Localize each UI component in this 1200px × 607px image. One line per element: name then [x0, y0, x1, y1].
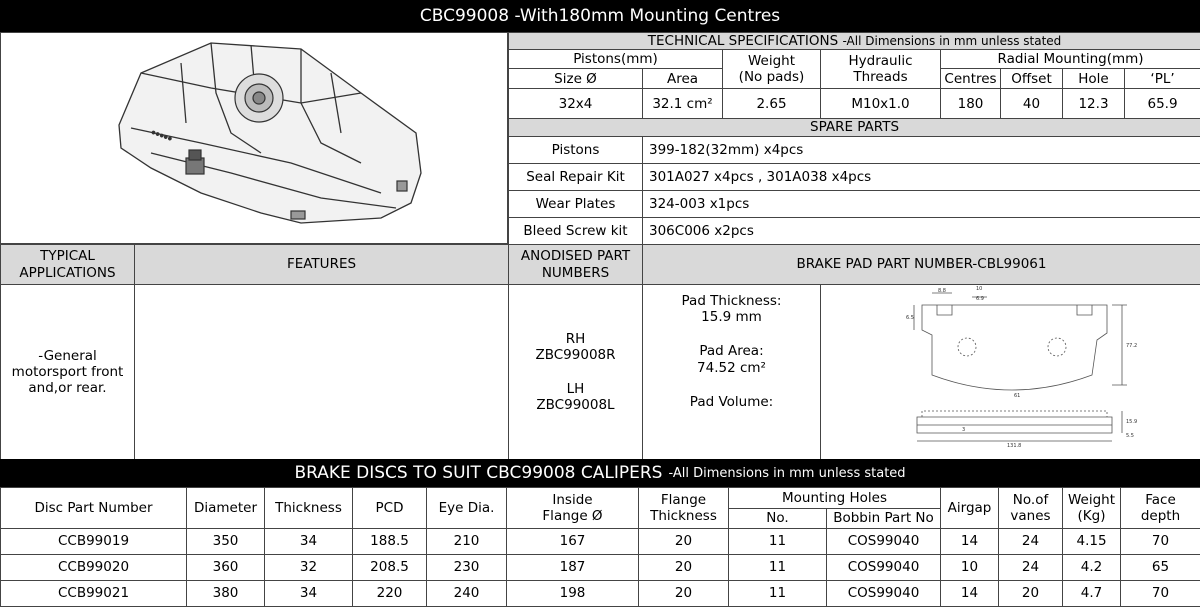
inside-flange-header-line2: Flange Ø: [542, 508, 603, 524]
dim-d10: 5.5: [1125, 433, 1134, 439]
dim-d4: 6.5: [905, 315, 914, 321]
spare-value-seal: 301A027 x4pcs , 301A038 x4pcs: [643, 164, 1200, 191]
tech-spec-heading: [509, 33, 1200, 50]
spare-value-bleed: 306C006 x2pcs: [643, 218, 1200, 245]
vanes-cell: 24: [999, 529, 1063, 555]
airgap-cell: 10: [941, 555, 999, 581]
pcd-cell: 188.5: [353, 529, 427, 555]
applications-cell: [1, 285, 135, 460]
discs-heading: BRAKE DISCS TO SUIT CBC99008 CALIPERS: [294, 463, 663, 483]
airgap-cell: 14: [941, 529, 999, 555]
disc-part-header: Disc Part Number: [1, 488, 187, 529]
centres-value: 180: [941, 89, 1001, 119]
face-depth-header-line1: Face: [1145, 491, 1176, 508]
applications-header-line1: TYPICAL: [40, 248, 95, 265]
applications-header-line2: APPLICATIONS: [19, 264, 116, 281]
inside-flange-cell: 198: [507, 581, 639, 607]
pl-value: 65.9: [1125, 89, 1200, 119]
diameter-header: Diameter: [187, 488, 265, 529]
dim-d2: 10: [975, 286, 982, 292]
threads-header: [821, 50, 941, 89]
applications-line1: -General: [38, 347, 97, 364]
dim-d8: 3: [961, 427, 965, 433]
lh-part: ZBC99008L: [536, 397, 615, 414]
flange-thickness-header-line1: Flange: [660, 491, 707, 508]
spare-label-seal: Seal Repair Kit: [509, 164, 643, 191]
caliper-drawing: [1, 33, 507, 243]
svg-text:●●●●●: ●●●●●: [150, 129, 173, 143]
diameter-cell: 350: [187, 529, 265, 555]
eye-cell: 230: [427, 555, 507, 581]
face-depth-header: [1121, 488, 1200, 529]
pcd-header: PCD: [353, 488, 427, 529]
pad-drawing-cell: [821, 285, 1200, 460]
area-value: 32.1 cm²: [643, 89, 723, 119]
lh-label: LH: [566, 381, 585, 398]
disc-weight-cell: 4.2: [1063, 555, 1121, 581]
weight-header-line2: (No pads): [738, 69, 805, 86]
disc-weight-cell: 4.15: [1063, 529, 1121, 555]
disc-row: [1, 581, 1200, 607]
anodised-header-line2: NUMBERS: [541, 264, 610, 281]
discs-heading-note: -All Dimensions in mm unless stated: [668, 465, 906, 481]
anodised-header: [509, 245, 643, 285]
weight-header-line1: Weight: [747, 53, 796, 69]
pistons-group-header: Pistons(mm): [509, 50, 723, 69]
size-value: 32x4: [509, 89, 643, 119]
features-header: FEATURES: [135, 245, 509, 285]
weight-value: 2.65: [723, 89, 821, 119]
anodised-header-line1: ANODISED PART: [520, 248, 631, 265]
disc-part-cell: CCB99020: [1, 555, 187, 581]
weight-header: [723, 50, 821, 89]
spare-label-bleed: Bleed Screw kit: [509, 218, 643, 245]
applications-line3: and,or rear.: [28, 380, 107, 397]
discs-banner: [0, 459, 1200, 487]
face-depth-cell: 70: [1121, 529, 1200, 555]
spare-value-pistons: 399-182(32mm) x4pcs: [643, 137, 1200, 164]
inside-flange-cell: 187: [507, 555, 639, 581]
mounting-holes-header: Mounting Holes: [729, 488, 941, 509]
hole-value: 12.3: [1063, 89, 1125, 119]
threads-value: M10x1.0: [821, 89, 941, 119]
bobbin-cell: COS99040: [827, 529, 941, 555]
disc-weight-header-line1: Weight: [1067, 491, 1116, 508]
dim-d1: 8.8: [937, 288, 946, 294]
pl-header: ‘PL’: [1125, 69, 1200, 89]
inside-flange-header: [507, 488, 639, 529]
flange-thickness-header-line2: Thickness: [650, 508, 717, 524]
offset-value: 40: [1001, 89, 1063, 119]
flange-thickness-header: [639, 488, 729, 529]
hole-header: Hole: [1063, 69, 1125, 89]
disc-row: [1, 529, 1200, 555]
disc-row: [1, 555, 1200, 581]
disc-weight-header: [1063, 488, 1121, 529]
pad-thickness-value: 15.9 mm: [701, 309, 762, 326]
face-depth-cell: 65: [1121, 555, 1200, 581]
disc-part-cell: CCB99019: [1, 529, 187, 555]
technical-specifications-table: [508, 32, 1200, 119]
diameter-cell: 380: [187, 581, 265, 607]
title-banner: [0, 0, 1200, 32]
pcd-cell: 220: [353, 581, 427, 607]
mounting-no-cell: 11: [729, 529, 827, 555]
area-header: Area: [643, 69, 723, 89]
dim-d7: 15.9: [1125, 419, 1137, 425]
dim-d3: 6.9: [975, 296, 984, 302]
flange-thickness-cell: 20: [639, 529, 729, 555]
diameter-cell: 360: [187, 555, 265, 581]
eye-header: Eye Dia.: [427, 488, 507, 529]
inside-flange-cell: 167: [507, 529, 639, 555]
disc-weight-header-line2: (Kg): [1077, 508, 1106, 524]
vanes-header-line1: No.of: [1012, 491, 1049, 508]
dim-d9: 131.8: [1006, 443, 1021, 449]
airgap-header: Airgap: [941, 488, 999, 529]
pad-area-label: Pad Area:: [699, 343, 764, 360]
dim-d5: 77.2: [1125, 343, 1137, 349]
caliper-image-cell: [0, 32, 508, 244]
dim-d6: 61: [1013, 393, 1020, 399]
thickness-header: Thickness: [265, 488, 353, 529]
mounting-no-cell: 11: [729, 581, 827, 607]
applications-section: [0, 244, 1200, 460]
brake-pad-header: BRAKE PAD PART NUMBER-CBL99061: [643, 245, 1200, 285]
disc-weight-cell: 4.7: [1063, 581, 1121, 607]
pad-info-cell: [643, 285, 821, 460]
page-title: CBC99008 -With180mm Mounting Centres: [419, 6, 781, 26]
thickness-cell: 34: [265, 581, 353, 607]
pcd-cell: 208.5: [353, 555, 427, 581]
face-depth-cell: 70: [1121, 581, 1200, 607]
thickness-cell: 32: [265, 555, 353, 581]
pad-thickness-label: Pad Thickness:: [681, 293, 782, 309]
brake-pad-drawing: [822, 285, 1200, 455]
threads-header-line2: Threads: [853, 69, 908, 86]
airgap-cell: 14: [941, 581, 999, 607]
tech-spec-heading-note: -All Dimensions in mm unless stated: [842, 34, 1062, 48]
flange-thickness-cell: 20: [639, 581, 729, 607]
eye-cell: 240: [427, 581, 507, 607]
vanes-cell: 20: [999, 581, 1063, 607]
applications-line2: motorsport front: [11, 364, 124, 380]
pad-volume-label: Pad Volume:: [689, 393, 774, 410]
bobbin-header: Bobbin Part No: [827, 509, 941, 529]
vanes-header: [999, 488, 1063, 529]
spare-label-pistons: Pistons: [509, 137, 643, 164]
offset-header: Offset: [1001, 69, 1063, 89]
discs-table: [0, 487, 1200, 607]
mounting-no-cell: 11: [729, 555, 827, 581]
vanes-cell: 24: [999, 555, 1063, 581]
eye-cell: 210: [427, 529, 507, 555]
vanes-header-line2: vanes: [1010, 508, 1051, 524]
bobbin-cell: COS99040: [827, 581, 941, 607]
rh-label: RH: [565, 330, 586, 347]
features-cell: [135, 285, 509, 460]
tech-spec-heading-text: TECHNICAL SPECIFICATIONS: [647, 33, 839, 49]
bobbin-cell: COS99040: [827, 555, 941, 581]
flange-thickness-cell: 20: [639, 555, 729, 581]
spare-parts-table: [508, 118, 1200, 245]
threads-header-line1: Hydraulic: [848, 53, 913, 69]
rh-part: ZBC99008R: [535, 346, 616, 363]
inside-flange-header-line1: Inside: [552, 491, 593, 508]
centres-header: Centres: [941, 69, 1001, 89]
face-depth-header-line2: depth: [1140, 508, 1181, 524]
mounting-no-header: No.: [729, 509, 827, 529]
thickness-cell: 34: [265, 529, 353, 555]
disc-part-cell: CCB99021: [1, 581, 187, 607]
radial-group-header: Radial Mounting(mm): [941, 50, 1200, 69]
applications-header: [1, 245, 135, 285]
pad-area-value: 74.52 cm²: [697, 359, 766, 376]
spare-parts-heading: SPARE PARTS: [509, 119, 1200, 137]
size-header: Size Ø: [509, 69, 643, 89]
anodised-cell: [509, 285, 643, 460]
spare-label-wear: Wear Plates: [509, 191, 643, 218]
spare-value-wear: 324-003 x1pcs: [643, 191, 1200, 218]
